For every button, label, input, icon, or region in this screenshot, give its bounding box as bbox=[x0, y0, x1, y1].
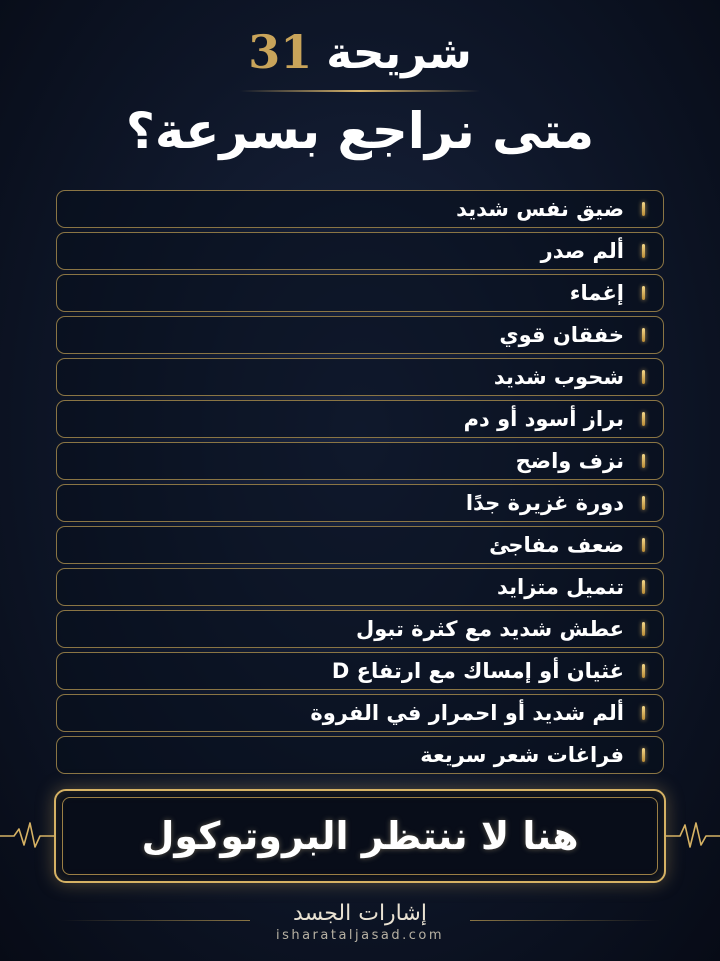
list-item bbox=[56, 652, 664, 690]
list-item bbox=[56, 400, 664, 438]
list-item bbox=[56, 610, 664, 648]
callout-box bbox=[54, 789, 666, 883]
list-item bbox=[56, 232, 664, 270]
bullet-icon bbox=[642, 370, 645, 384]
bullet-icon bbox=[642, 496, 645, 510]
list-item bbox=[56, 190, 664, 228]
symptom-list bbox=[56, 190, 664, 778]
symptom-text: براز أسود أو دم bbox=[463, 407, 624, 431]
footer-divider-left bbox=[60, 920, 250, 921]
symptom-text: دورة غزيرة جدًا bbox=[465, 491, 624, 515]
list-item bbox=[56, 736, 664, 774]
footer-divider-right bbox=[470, 920, 660, 921]
list-item bbox=[56, 358, 664, 396]
slide-number: 31 bbox=[248, 25, 313, 79]
symptom-text: تنميل متزايد bbox=[496, 575, 624, 599]
list-item bbox=[56, 526, 664, 564]
bullet-icon bbox=[642, 622, 645, 636]
symptom-text: شحوب شديد bbox=[493, 365, 624, 389]
header bbox=[0, 22, 720, 168]
heartbeat-line-icon bbox=[660, 819, 720, 853]
bullet-icon bbox=[642, 748, 645, 762]
brand-url: isharataljasad.com bbox=[275, 928, 445, 943]
bullet-icon bbox=[642, 706, 645, 720]
symptom-text: نزف واضح bbox=[515, 449, 624, 473]
bullet-icon bbox=[642, 664, 645, 678]
bullet-icon bbox=[642, 244, 645, 258]
symptom-text: إغماء bbox=[569, 281, 624, 305]
symptom-text: عطش شديد مع كثرة تبول bbox=[356, 617, 624, 641]
callout-text: هنا لا ننتظر البروتوكول bbox=[141, 814, 579, 858]
bullet-icon bbox=[642, 202, 645, 216]
callout bbox=[0, 789, 720, 883]
list-item bbox=[56, 568, 664, 606]
heartbeat-line-icon bbox=[0, 819, 60, 853]
bullet-icon bbox=[642, 454, 645, 468]
bullet-icon bbox=[642, 328, 645, 342]
list-item bbox=[56, 316, 664, 354]
page-title: متى نراجع بسرعة؟ bbox=[125, 102, 595, 160]
brand-name: إشارات الجسد bbox=[293, 901, 427, 926]
symptom-text: غثيان أو إمساك مع ارتفاع D bbox=[331, 659, 624, 683]
list-item bbox=[56, 694, 664, 732]
symptom-text: ألم صدر bbox=[540, 239, 624, 263]
footer bbox=[0, 900, 720, 944]
slide-title bbox=[0, 22, 720, 84]
callout-inner-frame bbox=[62, 797, 658, 875]
bullet-icon bbox=[642, 538, 645, 552]
list-item bbox=[56, 484, 664, 522]
list-item bbox=[56, 442, 664, 480]
symptom-text: خفقان قوي bbox=[499, 323, 624, 347]
title-divider bbox=[240, 90, 480, 92]
list-item bbox=[56, 274, 664, 312]
symptom-text: ضيق نفس شديد bbox=[456, 197, 624, 221]
bullet-icon bbox=[642, 286, 645, 300]
bullet-icon bbox=[642, 580, 645, 594]
symptom-text: ألم شديد أو احمرار في الفروة bbox=[310, 701, 624, 725]
bullet-icon bbox=[642, 412, 645, 426]
slide-label: شريحة bbox=[326, 28, 472, 79]
symptom-text: فراغات شعر سريعة bbox=[420, 743, 624, 767]
symptom-text: ضعف مفاجئ bbox=[489, 533, 624, 557]
